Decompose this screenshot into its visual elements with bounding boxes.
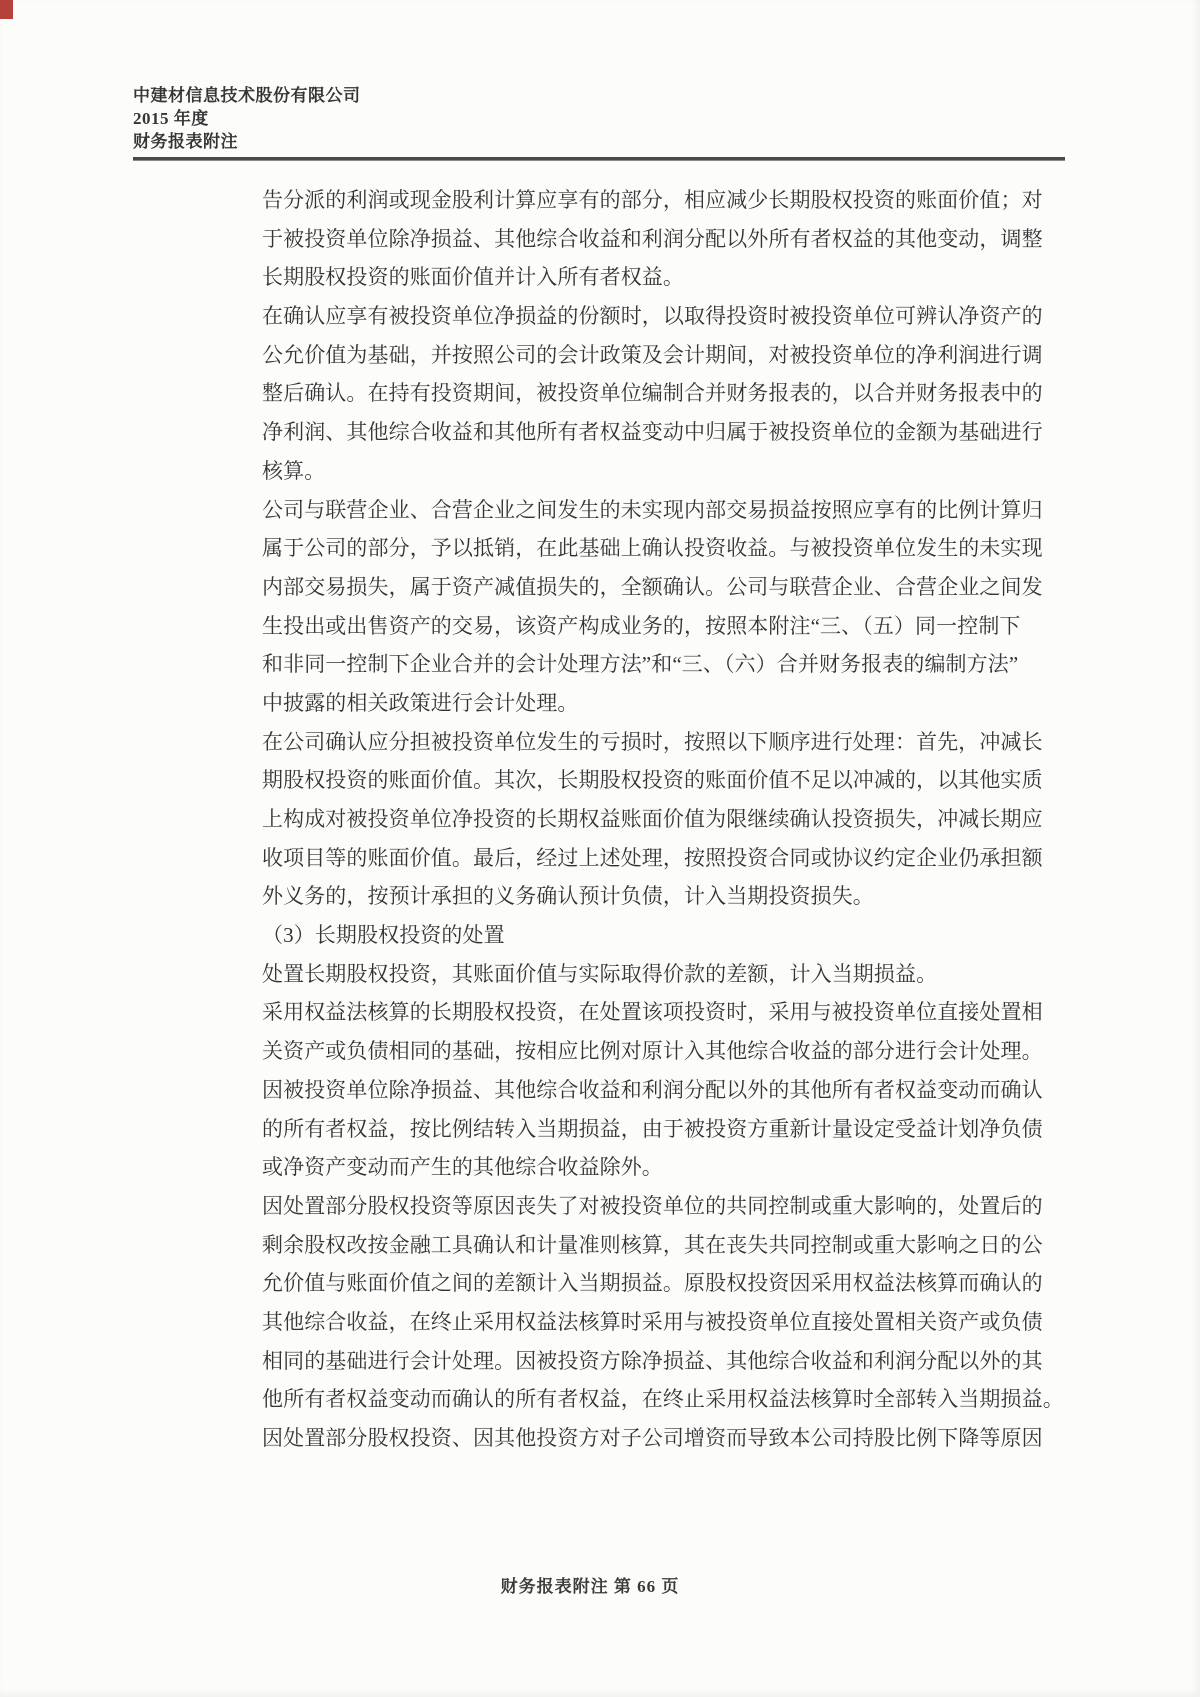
body-line: 因被投资单位除净损益、其他综合收益和利润分配以外的其他所有者权益变动而确认 xyxy=(262,1077,1043,1102)
body-line: 采用权益法核算的长期股权投资，在处置该项投资时，采用与被投资单位直接处置相 xyxy=(262,1000,1043,1025)
company-name: 中建材信息技术股份有限公司 xyxy=(133,86,361,105)
body-line: 相同的基础进行会计处理。因被投资方除净损益、其他综合收益和利润分配以外的其 xyxy=(262,1348,1043,1373)
header-divider xyxy=(133,157,1065,161)
body-line: 处置长期股权投资，其账面价值与实际取得价款的差额，计入当期损益。 xyxy=(262,961,938,986)
body-line: 内部交易损失，属于资产减值损失的，全额确认。公司与联营企业、合营企业之间发 xyxy=(262,574,1043,599)
body-line: 上构成对被投资单位净投资的长期权益账面价值为限继续确认投资损失，冲减长期应 xyxy=(262,807,1043,831)
document-body xyxy=(262,181,1062,1458)
body-line: 的所有者权益，按比例结转入当期损益，由于被投资方重新计量设定受益计划净负债 xyxy=(262,1116,1043,1141)
page-number-label: 财务报表附注 第 66 页 xyxy=(500,1577,680,1596)
body-line: 公允价值为基础，并按照公司的会计政策及会计期间，对被投资单位的净利润进行调 xyxy=(262,342,1043,367)
body-line: 在确认应享有被投资单位净损益的份额时，以取得投资时被投资单位可辨认净资产的 xyxy=(262,304,1043,329)
body-line: 外义务的，按预计承担的义务确认预计负债，计入当期投资损失。 xyxy=(262,884,874,909)
body-line: 中披露的相关政策进行会计处理。 xyxy=(262,690,579,715)
body-line: 或净资产变动而产生的其他综合收益除外。 xyxy=(262,1155,663,1180)
body-line: 收项目等的账面价值。最后，经过上述处理，按照投资合同或协议约定企业仍承担额 xyxy=(262,845,1043,870)
scan-corner-mark xyxy=(0,0,13,19)
body-line: 在公司确认应分担被投资单位发生的亏损时，按照以下顺序进行处理：首先，冲减长 xyxy=(262,729,1043,754)
body-line: 关资产或负债相同的基础，按相应比例对原计入其他综合收益的部分进行会计处理。 xyxy=(262,1039,1043,1064)
body-line: 期股权投资的账面价值。其次，长期股权投资的账面价值不足以冲减的，以其他实质 xyxy=(262,768,1043,793)
document-footer xyxy=(0,1572,1180,1597)
document-header xyxy=(133,84,1073,153)
body-line: 允价值与账面价值之间的差额计入当期损益。原股权投资因采用权益法核算而确认的 xyxy=(262,1271,1043,1296)
body-line: 属于公司的部分，予以抵销，在此基础上确认投资收益。与被投资单位发生的未实现 xyxy=(262,536,1043,561)
body-line: 整后确认。在持有投资期间，被投资单位编制合并财务报表的，以合并财务报表中的 xyxy=(262,381,1043,406)
body-line: （3）长期股权投资的处置 xyxy=(262,923,505,948)
body-line: 他所有者权益变动而确认的所有者权益，在终止采用权益法核算时全部转入当期损益。 xyxy=(262,1387,1064,1412)
body-line: 告分派的利润或现金股利计算应享有的部分，相应减少长期股权投资的账面价值；对 xyxy=(262,188,1043,212)
body-line: 核算。 xyxy=(262,458,326,483)
document-title: 财务报表附注 xyxy=(133,132,238,151)
body-line: 于被投资单位除净损益、其他综合收益和利润分配以外所有者权益的其他变动，调整 xyxy=(262,226,1043,251)
body-line: 净利润、其他综合收益和其他所有者权益变动中归属于被投资单位的金额为基础进行 xyxy=(262,420,1043,445)
body-line: 和非同一控制下企业合并的会计处理方法”和“三、（六）合并财务报表的编制方法” xyxy=(262,652,1019,677)
body-line: 公司与联营企业、合营企业之间发生的未实现内部交易损益按照应享有的比例计算归 xyxy=(262,497,1043,522)
body-line: 生投出或出售资产的交易，该资产构成业务的，按照本附注“三、（五）同一控制下 xyxy=(262,613,1021,638)
body-line: 剩余股权改按金融工具确认和计量准则核算，其在丧失共同控制或重大影响之日的公 xyxy=(262,1232,1043,1257)
body-line: 因处置部分股权投资等原因丧失了对被投资单位的共同控制或重大影响的，处置后的 xyxy=(262,1193,1043,1218)
body-line: 因处置部分股权投资、因其他投资方对子公司增资而导致本公司持股比例下降等原因 xyxy=(262,1426,1043,1450)
body-line: 其他综合收益，在终止采用权益法核算时采用与被投资单位直接处置相关资产或负债 xyxy=(262,1309,1043,1334)
report-period: 2015 年度 xyxy=(133,109,209,128)
body-line: 长期股权投资的账面价值并计入所有者权益。 xyxy=(262,265,684,290)
